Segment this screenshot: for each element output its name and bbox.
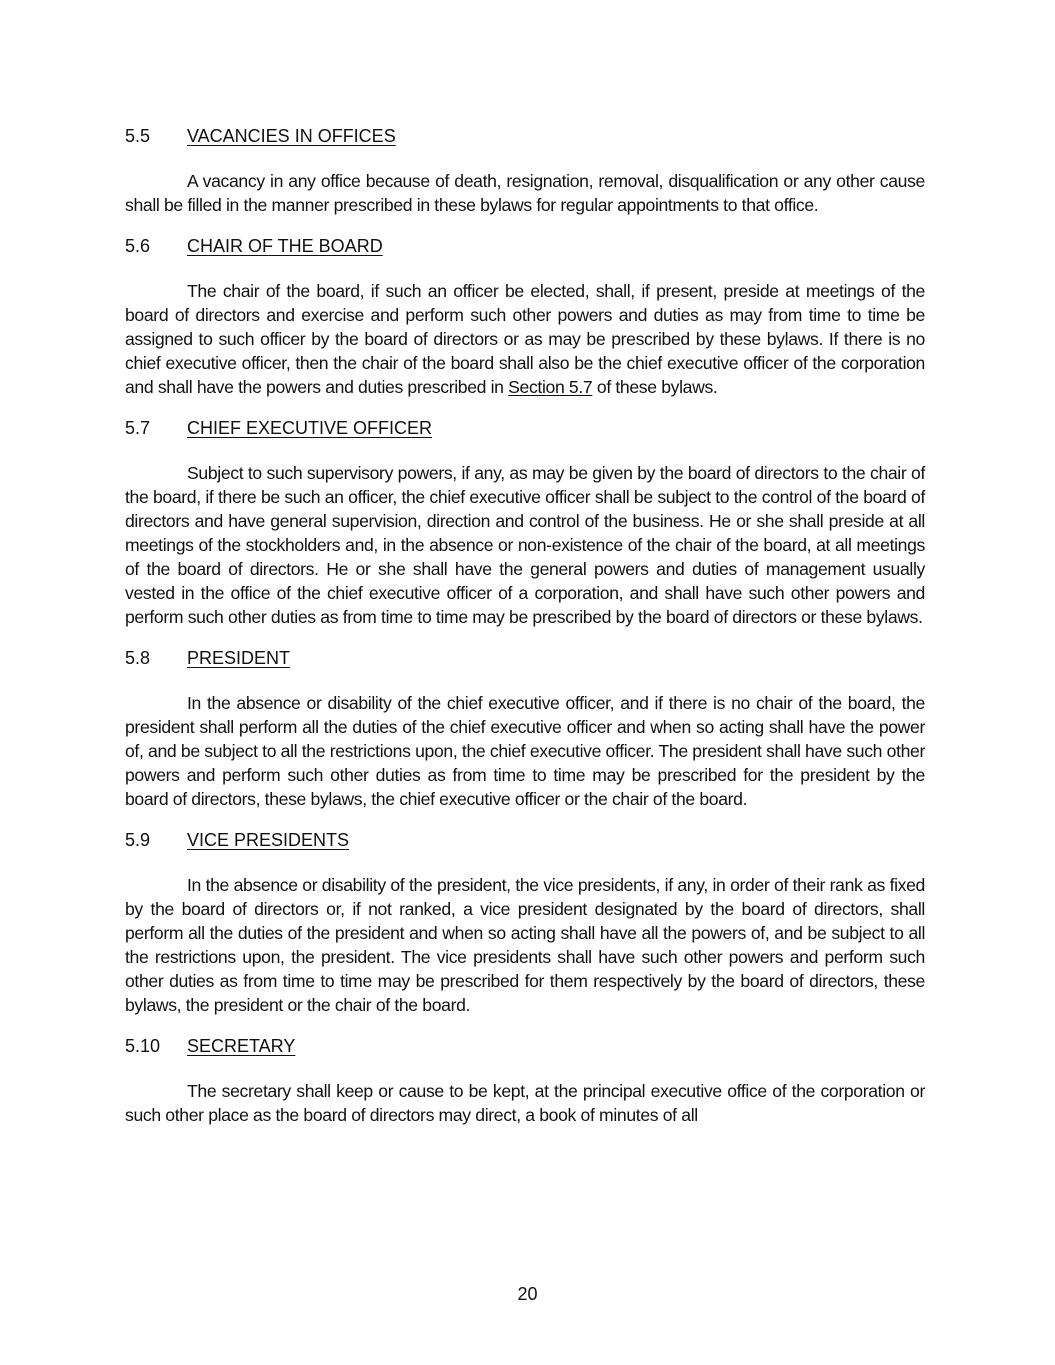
section-5-10	[125, 1032, 925, 1127]
section-paragraph	[125, 279, 925, 399]
section-paragraph: In the absence or disability of the chief executive officer, and if there is no chair of the board, the president shall perform all the duties of the chief executive officer and when so acting shall have the power of, and be subject to all the restrictions upon, the chief executive officer. The president shall have such other powers and perform such other duties as from time to time may be prescribed for the president by the board of directors, these bylaws, the chief executive officer or the chair of the board.	[125, 693, 925, 809]
section-5-8	[125, 644, 925, 811]
section-heading	[125, 232, 925, 260]
section-title: VACANCIES IN OFFICES	[187, 126, 396, 146]
section-number: 5.9	[125, 830, 151, 850]
section-reference-link[interactable]: Section 5.7	[508, 377, 593, 397]
page-content	[125, 122, 925, 1142]
page-number: 20	[517, 1284, 538, 1304]
section-heading	[125, 414, 925, 442]
section-heading	[125, 122, 925, 150]
section-5-9	[125, 826, 925, 1017]
section-number: 5.7	[125, 418, 151, 438]
section-paragraph: In the absence or disability of the president, the vice presidents, if any, in order of their rank as fixed by the board of directors or, if not ranked, a vice president designated by the board of directors, shall perform all the duties of the president and when so acting shall have all the powers of, and be subject to all the restrictions upon, the president. The vice presidents shall have such other powers and perform such other duties as from time to time may be prescribed for them respectively by the board of directors, these bylaws, the president or the chair of the board.	[125, 875, 925, 1015]
section-title: SECRETARY	[187, 1036, 296, 1056]
section-paragraph: A vacancy in any office because of death, resignation, removal, disqualification or any other cause shall be filled in the manner prescribed in these bylaws for regular appointments to that office.	[125, 171, 925, 215]
section-heading	[125, 826, 925, 854]
section-heading	[125, 1032, 925, 1060]
paragraph-text: The chair of the board, if such an officer be elected, shall, if present, preside at meetings of the board of directors and exercise and perform such other powers and duties as may from time to time be assigned to such officer by the board of directors or as may be prescribed by these bylaws. If there is no chief executive officer, then the chair of the board shall also be the chief executive officer of the corporation and shall have the powers and duties prescribed in	[125, 281, 925, 397]
section-title: PRESIDENT	[187, 648, 291, 668]
section-heading	[125, 644, 925, 672]
section-title: VICE PRESIDENTS	[187, 830, 350, 850]
section-title: CHIEF EXECUTIVE OFFICER	[187, 418, 433, 438]
paragraph-text-end: of these bylaws.	[592, 377, 718, 397]
section-5-6	[125, 232, 925, 399]
section-title: CHAIR OF THE BOARD	[187, 236, 383, 256]
section-number: 5.10	[125, 1036, 161, 1056]
section-5-5	[125, 122, 925, 217]
section-5-7	[125, 414, 925, 629]
section-number: 5.6	[125, 236, 151, 256]
section-paragraph: Subject to such supervisory powers, if any, as may be given by the board of directors to the chair of the board, if there be such an officer, the chief executive officer shall be subject to the control of the board of directors and have general supervision, direction and control of the business. He or she shall preside at all meetings of the stockholders and, in the absence or non-existence of the chair of the board, at all meetings of the board of directors. He or she shall have the general powers and duties of management usually vested in the office of the chief executive officer of a corporation, and shall have such other powers and perform such other duties as from time to time may be prescribed by the board of directors or these bylaws.	[125, 463, 925, 627]
section-number: 5.5	[125, 126, 151, 146]
section-paragraph: The secretary shall keep or cause to be kept, at the principal executive office of the corporation or such other place as the board of directors may direct, a book of minutes of all	[125, 1081, 925, 1125]
section-number: 5.8	[125, 648, 151, 668]
